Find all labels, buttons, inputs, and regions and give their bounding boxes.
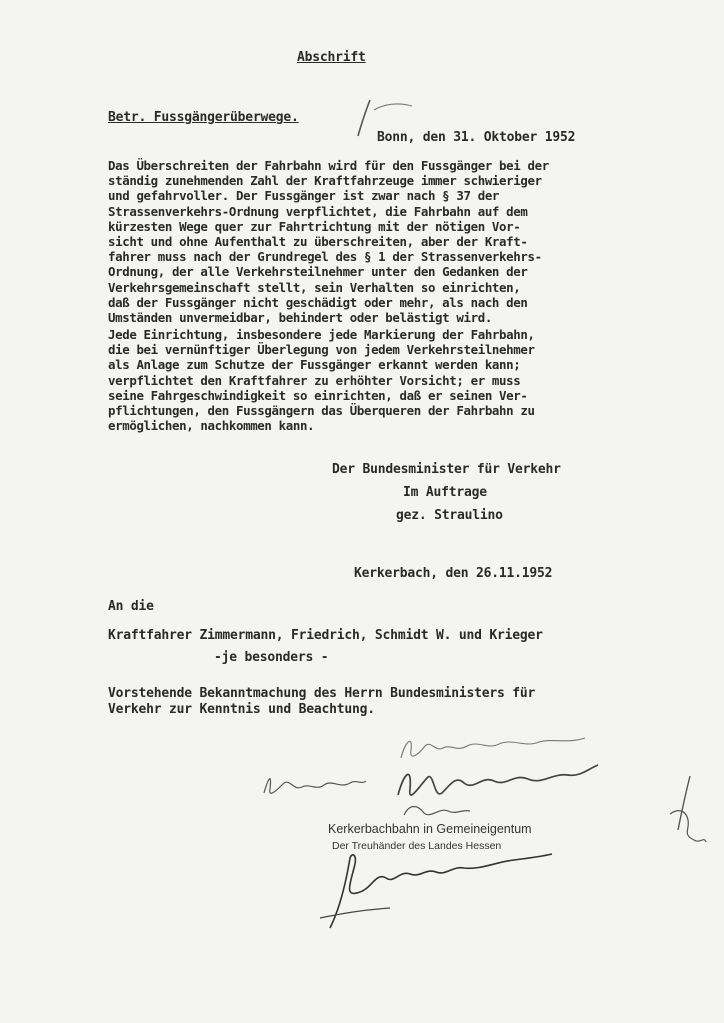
- text-line: ermöglichen, nachkommen kann.: [108, 418, 315, 434]
- je-besonders-line: -je besonders -: [214, 650, 329, 665]
- text-line: kürzesten Wege quer zur Fahrtrichtung mit der nötigen Vor-: [108, 218, 521, 234]
- text-line: seine Fahrgeschwindigkeit so einrichten, daß er seinen Ver-: [108, 387, 528, 403]
- text-line: verpflichtet den Kraftfahrer zu erhöhter Vorsicht; er muss: [108, 372, 521, 388]
- paragraph-2: [108, 327, 535, 433]
- text-line: daß der Fussgänger nicht geschädigt oder mehr, als nach den: [108, 294, 528, 310]
- text-line: die bei vernünftiger Überlegung von jedem Verkehrsteilnehmer: [108, 342, 535, 358]
- place-date-bonn: Bonn, den 31. Oktober 1952: [377, 130, 576, 145]
- text-line: pflichtungen, den Fussgängern das Überqueren der Fahrbahn zu: [108, 403, 535, 419]
- text-line: fahrer muss nach der Grundregel des § 1 der Strassenverkehrs-: [108, 249, 542, 265]
- text-line: Jede Einrichtung, insbesondere jede Markierung der Fahrbahn,: [108, 327, 535, 342]
- stamp-line-1: Kerkerbachbahn in Gemeineigentum: [328, 822, 532, 836]
- place-date-kerkerbach: Kerkerbach, den 26.11.1952: [354, 566, 553, 581]
- signature-block-line-2: Im Auftrage: [403, 485, 487, 500]
- closing-line-1: Vorstehende Bekanntmachung des Herrn Bundesministers für: [108, 686, 536, 701]
- text-line: Ordnung, der alle Verkehrsteilnehmer unter den Gedanken der: [108, 264, 528, 280]
- text-line: sicht und ohne Aufenthalt zu überschreiten, aber der Kraft-: [108, 234, 528, 250]
- subject-line: Betr. Fussgängerüberwege.: [108, 110, 299, 125]
- text-line: Das Überschreiten der Fahrbahn wird für den Fussgänger bei der: [108, 158, 549, 173]
- address-an-die: An die: [108, 599, 154, 614]
- text-line: Umständen unvermeidbar, behindert oder belästigt wird.: [108, 310, 492, 326]
- text-line: Strassenverkehrs-Ordnung verpflichtet, die Fahrbahn auf dem: [108, 203, 528, 219]
- paragraph-1: [108, 158, 549, 325]
- text-line: als Anlage zum Schutze der Fussgänger erkannt werden kann;: [108, 357, 521, 373]
- signature-treuhaender: [300, 848, 560, 938]
- stamp-line-2: Der Treuhänder des Landes Hessen: [332, 840, 502, 852]
- text-line: ständig zunehmenden Zahl der Kraftfahrzeuge immer schwieriger: [108, 173, 542, 189]
- signature-schmidt: [390, 755, 605, 825]
- signature-block-line-1: Der Bundesminister für Verkehr: [332, 462, 561, 477]
- margin-initials: [660, 770, 710, 850]
- signature-block-line-3: gez. Straulino: [396, 508, 503, 523]
- closing-line-2: Verkehr zur Kenntnis und Beachtung.: [108, 702, 375, 717]
- document-heading: Abschrift: [297, 50, 366, 65]
- text-line: Verkehrsgemeinschaft stellt, sein Verhalten so einrichten,: [108, 279, 521, 295]
- signature-friedrich: [258, 765, 368, 805]
- recipients-line: Kraftfahrer Zimmermann, Friedrich, Schmidt W. und Krieger: [108, 628, 543, 643]
- text-line: und gefahrvoller. Der Fussgänger ist zwar nach § 37 der: [108, 188, 500, 204]
